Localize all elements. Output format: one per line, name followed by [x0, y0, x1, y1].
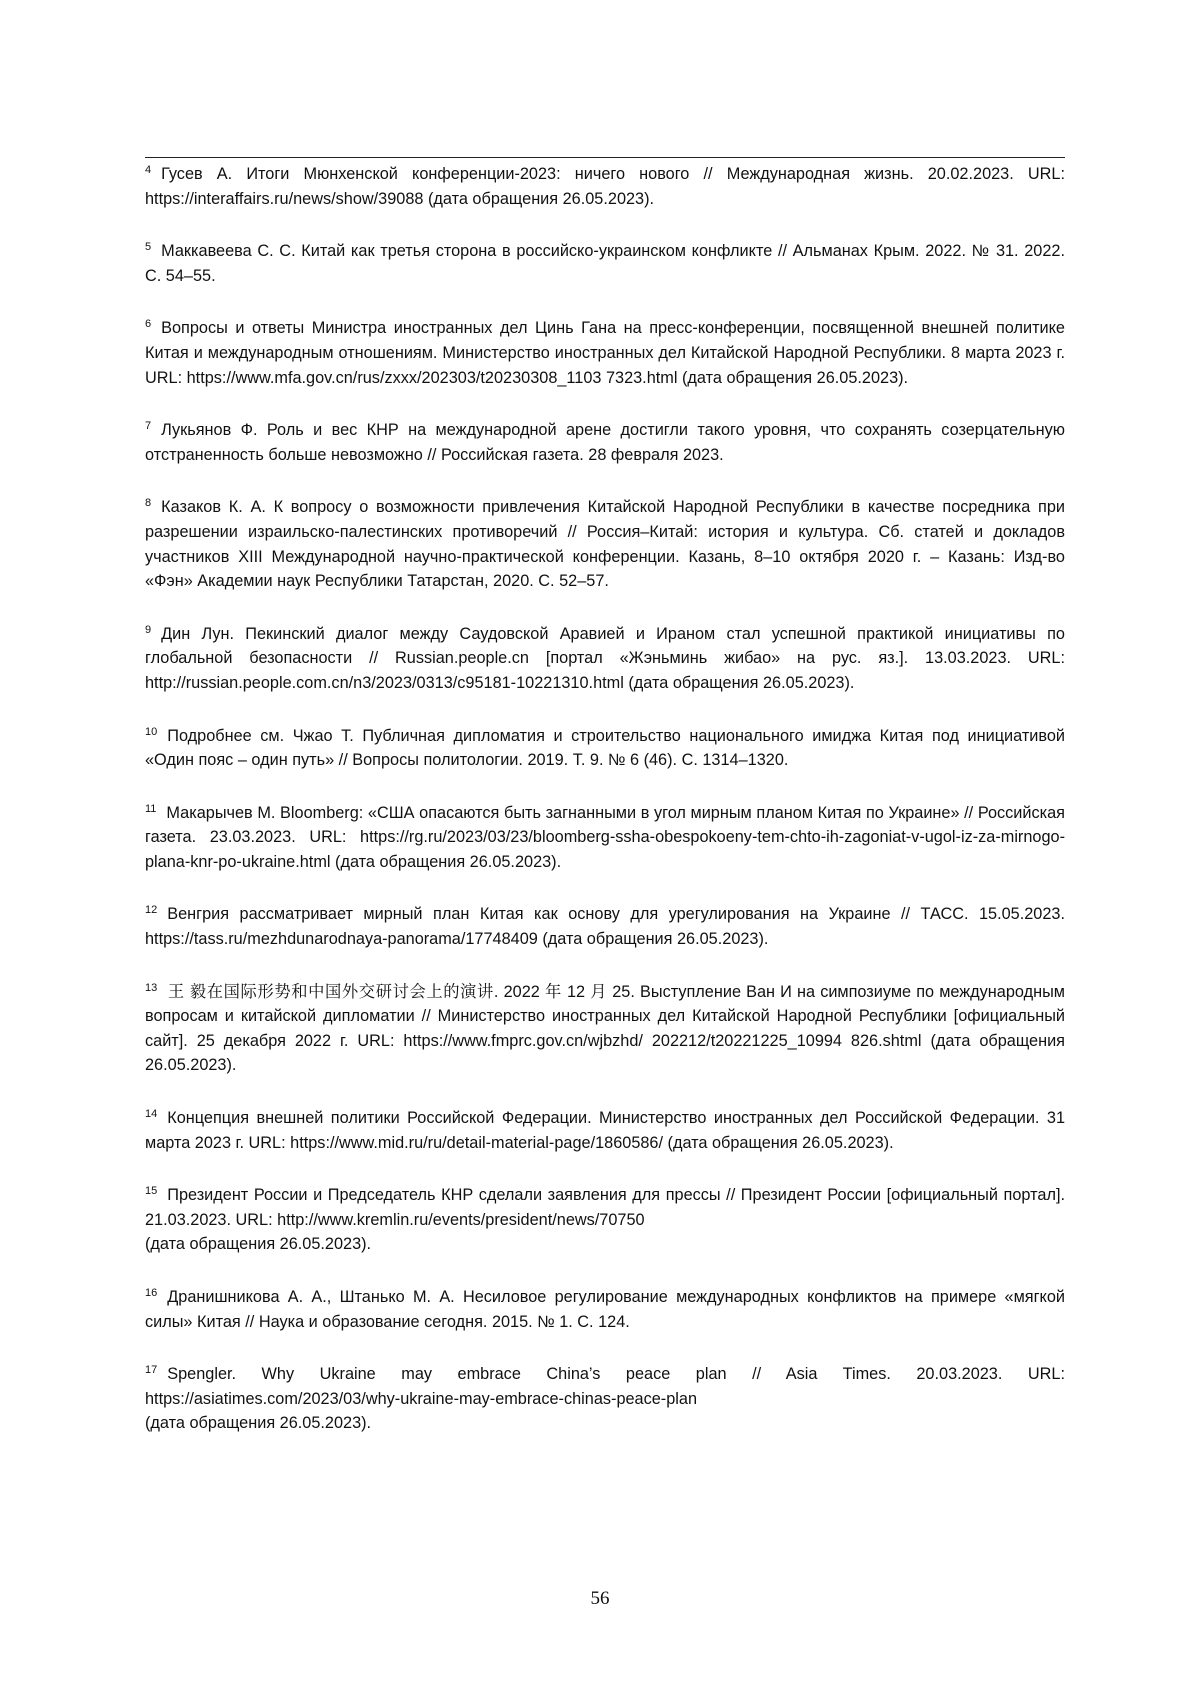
footnotes-list [145, 162, 1065, 1436]
footnote-number: 16 [145, 1287, 158, 1299]
footnote-text: Spengler. Why Ukraine may embrace China’s peace plan // Asia Times. 20.03.2023. URL: https://asiatimes.com/2023/03/why-ukraine-may-embrace-chinas-peace-plan [145, 1365, 1065, 1408]
footnote-text: Подробнее см. Чжао Т. Публичная дипломатия и строительство национального имиджа Китая под инициативой «Один пояс – один путь» // Вопросы политологии. 2019. Т. 9. № 6 (46). С. 1314–1320. [145, 726, 1065, 770]
footnote-number: 15 [145, 1185, 158, 1198]
footnote-text: Дин Лун. Пекинский диалог между Саудовской Аравией и Ираном стал успешной практикой инициативы по глобальной безопасности // Russian.people.cn [портал «Жэньминь жибао» на рус. яз.]. 13.03.2023. URL: http://russian.people.com.cn/n3/2023/0313/c95181-10221310.html (дата обращения 26.05.2023). [145, 624, 1065, 692]
footnote-number: 6 [145, 318, 152, 331]
footnote-10 [145, 724, 1065, 773]
footnote-17 [145, 1362, 1065, 1436]
footnote-4 [145, 162, 1065, 211]
footnote-text: Президент России и Председатель КНР сделали заявления для прессы // Президент России [официальный портал]. 21.03.2023. URL: http://www.kremlin.ru/events/president/news/70750 [145, 1186, 1065, 1229]
footnote-text: Лукьянов Ф. Роль и вес КНР на международной арене достигли такого уровня, что сохранять созерцательную отстраненность больше невозможно // Российская газета. 28 февраля 2023. [145, 421, 1065, 464]
footnote-number: 10 [145, 725, 158, 738]
footnote-7 [145, 418, 1065, 467]
footnote-text: 王 毅在国际形势和中国外交研讨会上的演讲. 2022 年 12 月 25. Выступление Ван И на симпозиуме по международным вопросам и китайской дипломатии // Министерство иностранных дел Китайской Народной Республики [официальный сайт]. 25 декабря 2022 г. URL: https://www.fmprc.gov.cn/wjbzhd/ 202212/t20221225_10994 826.shtml (дата обращения 26.05.2023). [145, 982, 1065, 1075]
footnote-text: Маккавеева С. С. Китай как третья сторона в российско-украинском конфликте // Альманах Крым. 2022. № 31. 2022. С. 54–55. [145, 242, 1065, 285]
footnote-number: 13 [145, 981, 158, 994]
footnote-text: Концепция внешней политики Российской Федерации. Министерство иностранных дел Российской Федерации. 31 марта 2023 г. URL: https://www.mid.ru/ru/detail-material-page/1860586/ (дата обращения 26.05.2023). [145, 1109, 1065, 1152]
footnote-number: 17 [145, 1364, 158, 1377]
footnote-text: Макарычев М. Bloomberg: «США опасаются быть загнанными в угол мирным планом Китая по Украине» // Российская газета. 23.03.2023. URL: https://rg.ru/2023/03/23/bloomberg-ssha-obespokoeny-tem-chto-ih-zagoniat-v-ugol-iz-za-mirnogo-plana-knr-po-ukraine.html (дата обращения 26.05.2023). [145, 803, 1065, 871]
footnote-text: Казаков К. А. К вопросу о возможности привлечения Китайской Народной Республики в качестве посредника при разрешении израильско-палестинских противоречий // Россия–Китай: история и культура. Сб. статей и докладов участников XIII Международной научно-практической конференции. Казань, 8–10 октября 2020 г. – Казань: Изд-во «Фэн» Академии наук Республики Татарстан, 2020. С. 52–57. [145, 498, 1065, 591]
footnote-text: Венгрия рассматривает мирный план Китая как основу для урегулирования на Украине // ТАСС. 15.05.2023. https://tass.ru/mezhdunarodnaya-panorama/17748409 (дата обращения 26.05.2023). [145, 905, 1065, 949]
footnote-12 [145, 902, 1065, 951]
footnote-number: 5 [145, 241, 152, 254]
footnote-text: Гусев А. Итоги Мюнхенской конференции-2023: ничего нового // Международная жизнь. 20.02.2023. URL: https://interaffairs.ru/news/show/39088 (дата обращения 26.05.2023). [145, 165, 1065, 208]
footnote-13 [145, 980, 1065, 1078]
footnote-number: 14 [145, 1108, 158, 1121]
footnote-16 [145, 1285, 1065, 1334]
footnote-text: Дранишникова А. А., Штанько М. А. Несиловое регулирование международных конфликтов на примере «мягкой силы» Китая // Наука и образование сегодня. 2015. № 1. С. 124. [145, 1288, 1065, 1331]
footnote-separator [145, 157, 1065, 158]
footnote-number: 9 [145, 623, 152, 636]
page-number: 56 [590, 1588, 610, 1609]
footnote-number: 12 [145, 904, 158, 917]
footnote-number: 4 [145, 164, 152, 176]
footnote-text: (дата обращения 26.05.2023). [145, 1414, 372, 1433]
footnote-5 [145, 239, 1065, 288]
footnote-11 [145, 801, 1065, 875]
footnote-number: 8 [145, 497, 152, 510]
footnote-9 [145, 622, 1065, 696]
footnote-6 [145, 316, 1065, 390]
footnote-8 [145, 495, 1065, 593]
footnote-15 [145, 1183, 1065, 1257]
footnote-text: Вопросы и ответы Министра иностранных дел Цинь Гана на пресс-конференции, посвященной внешней политике Китая и международным отношениям. Министерство иностранных дел Китайской Народной Республики. 8 марта 2023 г. URL: https://www.mfa.gov.cn/rus/zxxx/202303/t20230308_1103 7323.html (дата обращения 26.05.2023). [145, 319, 1065, 387]
footnote-14 [145, 1106, 1065, 1155]
footnote-text: (дата обращения 26.05.2023). [145, 1235, 372, 1254]
footnote-number: 11 [145, 802, 157, 815]
footnote-number: 7 [145, 420, 152, 433]
